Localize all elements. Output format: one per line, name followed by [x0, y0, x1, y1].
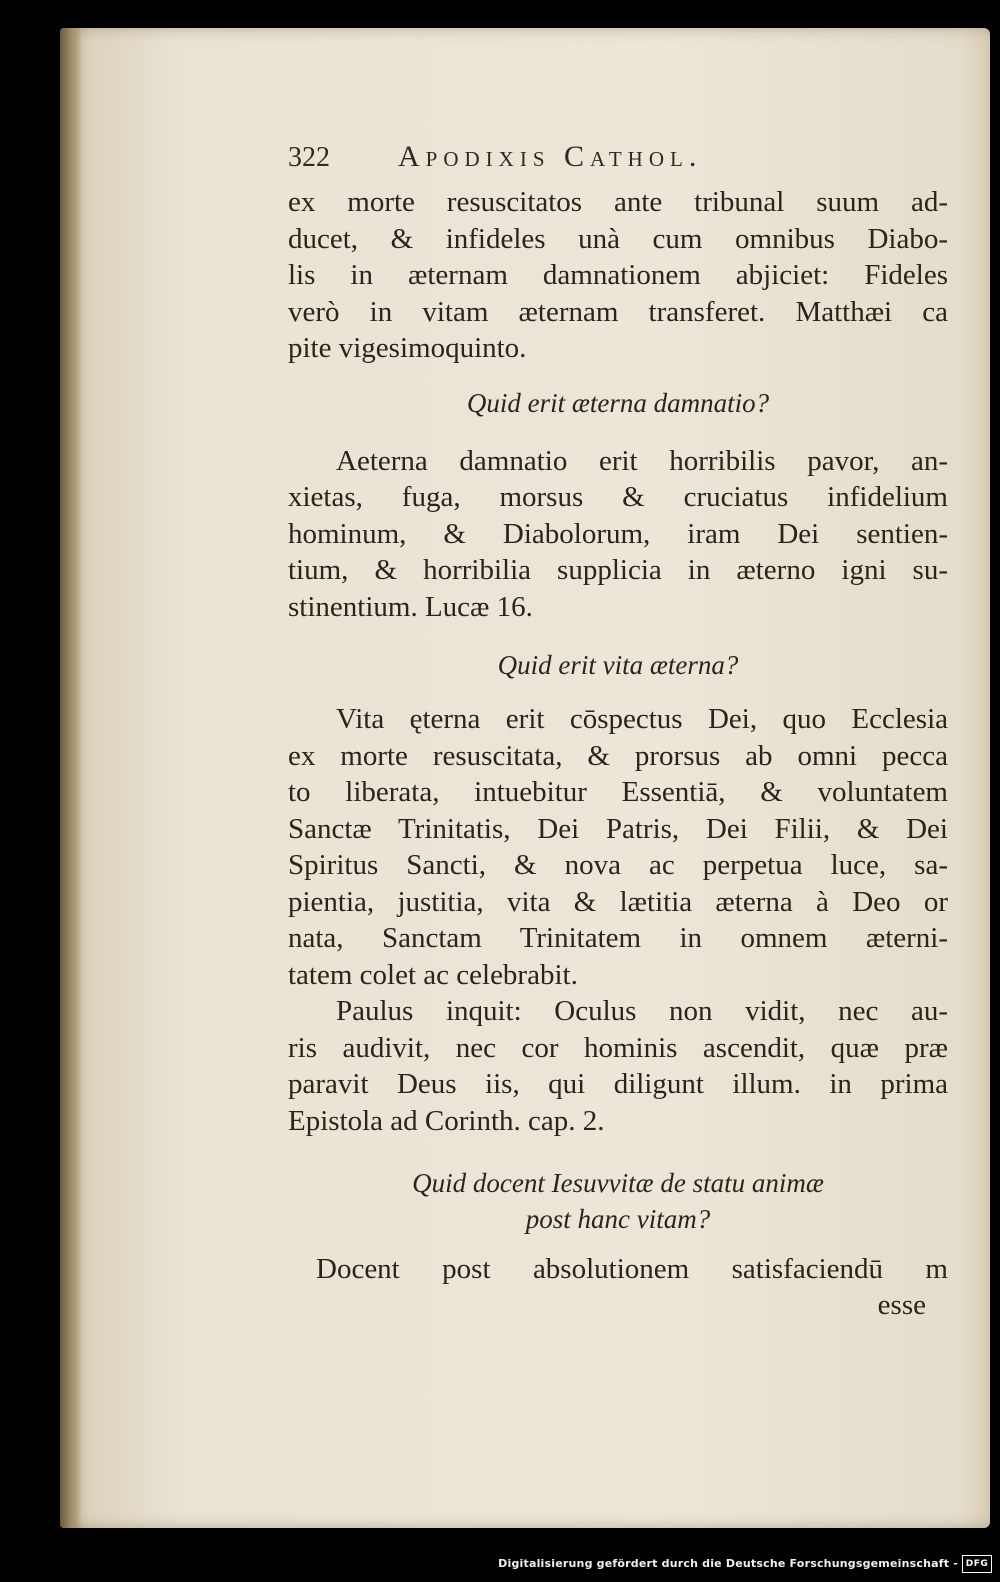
question-line: Quid erit æterna damnatio? [466, 387, 770, 418]
text-line: ex morte resuscitatos ante tribunal suum ad- [288, 186, 948, 218]
text-line: paravit Deus iis, qui diligunt illum. in prima [288, 1068, 948, 1100]
text-line: pientia, justitia, vita & lætitia æterna à Deo or [288, 885, 948, 918]
question-heading [288, 647, 948, 683]
text-line: ex morte resuscitata, & prorsus ab omni pecca [288, 739, 948, 772]
text-line: Aeterna damnatio erit horribilis pavor, an- [336, 444, 948, 477]
text-line: Docent post absolutionem satisfaciendū m [316, 1253, 948, 1285]
text-line: to liberata, intuebitur Essentiā, & voluntatem [288, 776, 948, 808]
text-line: ris audivit, nec cor hominis ascendit, quæ præ [288, 1031, 948, 1064]
question-line: post hanc vitam? [525, 1204, 711, 1234]
text-line: Sanctæ Trinitatis, Dei Patris, Dei Filii, & Dei [288, 812, 948, 845]
page-number: 322 [288, 142, 330, 173]
text-line: Paulus inquit: Oculus non vidit, nec au- [336, 995, 948, 1027]
text-line: tatem colet ac celebrabit. [288, 958, 578, 991]
text-line: ducet, & infideles unà cum omnibus Diabo- [288, 222, 948, 255]
question-line: Quid erit vita æterna? [497, 650, 739, 680]
text-block [288, 140, 948, 1322]
paragraph [288, 184, 948, 367]
paragraph [288, 701, 948, 1139]
text-line: Epistola ad Corinth. cap. 2. [288, 1104, 605, 1137]
paragraph [288, 443, 948, 626]
question-heading [288, 1165, 948, 1237]
paragraph [288, 1251, 948, 1288]
page-gutter-shadow [60, 28, 82, 1528]
digitization-credit: Digitalisierung gefördert durch die Deutsche Forschungsgemeinschaft - [498, 1557, 958, 1570]
running-title: Apodixis Cathol. [398, 140, 703, 173]
text-line: Spiritus Sancti, & nova ac perpetua luce, sa- [288, 849, 948, 881]
dfg-logo: DFG [962, 1555, 992, 1573]
text-line: verò in vitam æternam transferet. Matthæi ca [288, 295, 948, 328]
text-line: stinentium. Lucæ 16. [288, 590, 533, 623]
question-heading [288, 385, 948, 421]
text-line: nata, Sanctam Trinitatem in omnem æterni- [288, 922, 948, 954]
question-line: Quid docent Iesuvvitæ de statu animæ [412, 1168, 824, 1198]
running-head [288, 140, 948, 184]
text-line: Vita ęterna erit cōspectus Dei, quo Ecclesia [336, 703, 948, 735]
text-line: tium, & horribilia supplicia in æterno igni su- [288, 554, 948, 586]
catchword: esse [877, 1288, 926, 1321]
text-line: lis in æternam damnationem abjiciet: Fideles [288, 259, 948, 291]
text-line: pite vigesimoquinto. [288, 332, 527, 364]
text-line: hominum, & Diabolorum, iram Dei sentien- [288, 517, 948, 550]
text-line: xietas, fuga, morsus & cruciatus infidelium [288, 481, 948, 513]
